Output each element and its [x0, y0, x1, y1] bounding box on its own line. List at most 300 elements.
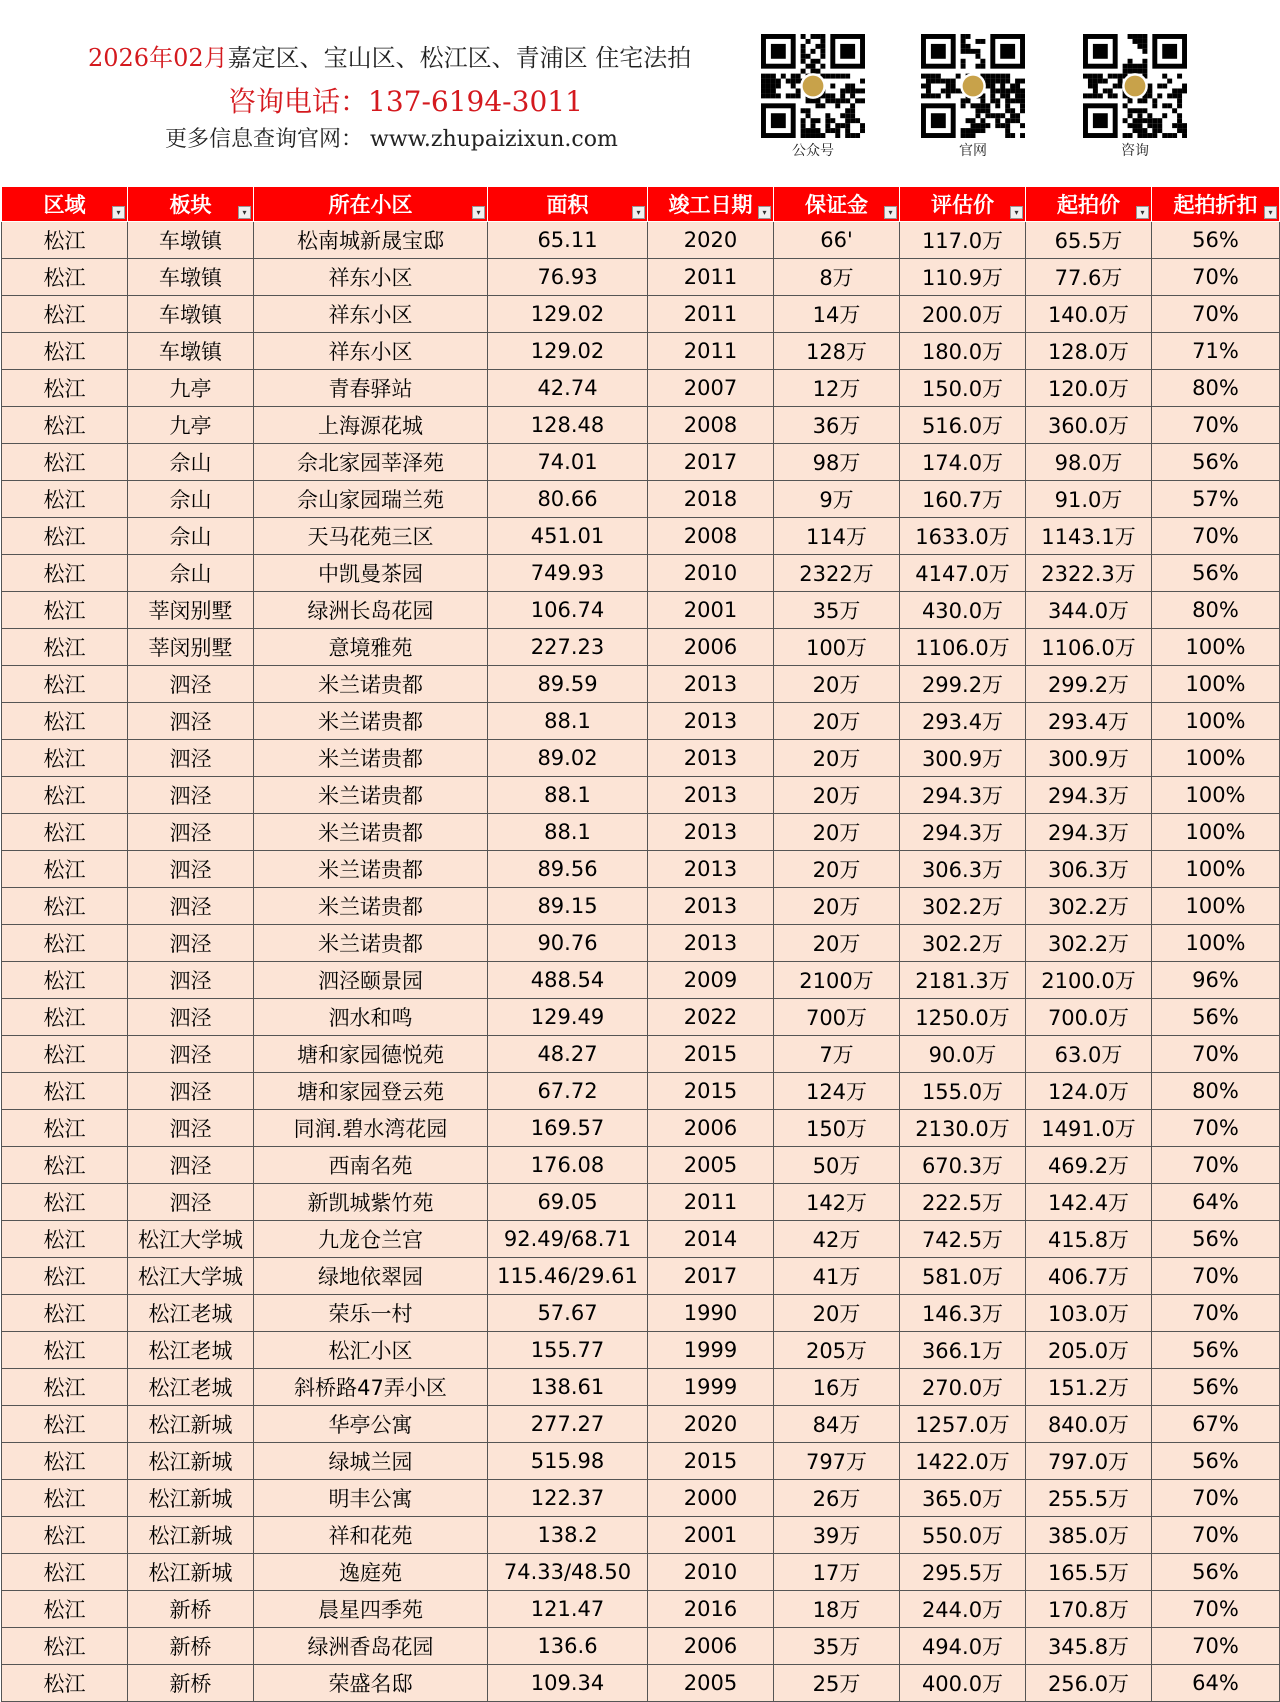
table-cell: 16万 [774, 1369, 900, 1406]
table-cell: 56% [1152, 1369, 1280, 1406]
table-cell: 绿城兰园 [254, 1443, 488, 1480]
table-cell: 106.74 [488, 592, 648, 629]
table-cell: 100% [1152, 666, 1280, 703]
table-cell: 39万 [774, 1517, 900, 1554]
table-cell: 749.93 [488, 555, 648, 592]
table-row [2, 592, 1280, 629]
table-cell: 松江 [2, 851, 128, 888]
table-cell: 1143.1万 [1026, 518, 1152, 555]
table-cell: 56% [1152, 1554, 1280, 1591]
table-header-row [2, 187, 1280, 222]
table-row [2, 1517, 1280, 1554]
table-cell: 松江 [2, 1480, 128, 1517]
table-cell: 2015 [648, 1036, 774, 1073]
table-cell: 祥东小区 [254, 333, 488, 370]
column-header [128, 187, 254, 222]
table-cell: 1999 [648, 1369, 774, 1406]
table-row [2, 222, 1280, 259]
table-cell: 430.0万 [900, 592, 1026, 629]
table-cell: 270.0万 [900, 1369, 1026, 1406]
table-cell: 129.02 [488, 296, 648, 333]
table-cell: 277.27 [488, 1406, 648, 1443]
table-cell: 松江 [2, 1591, 128, 1628]
table-cell: 松江大学城 [128, 1221, 254, 1258]
table-cell: 98万 [774, 444, 900, 481]
table-cell: 42.74 [488, 370, 648, 407]
table-cell: 同润.碧水湾花园 [254, 1110, 488, 1147]
table-row [2, 851, 1280, 888]
table-row [2, 1221, 1280, 1258]
table-cell: 57.67 [488, 1295, 648, 1332]
table-cell: 136.6 [488, 1628, 648, 1665]
table-cell: 88.1 [488, 777, 648, 814]
table-cell: 344.0万 [1026, 592, 1152, 629]
table-cell: 2020 [648, 222, 774, 259]
table-cell: 57% [1152, 481, 1280, 518]
table-cell: 124.0万 [1026, 1073, 1152, 1110]
table-cell: 700万 [774, 999, 900, 1036]
table-cell: 89.15 [488, 888, 648, 925]
table-row [2, 999, 1280, 1036]
table-cell: 18万 [774, 1591, 900, 1628]
table-cell: 140.0万 [1026, 296, 1152, 333]
table-cell: 2100.0万 [1026, 962, 1152, 999]
table-cell: 2001 [648, 1517, 774, 1554]
table-cell: 泗泾 [128, 888, 254, 925]
table-row [2, 1332, 1280, 1369]
table-cell: 2020 [648, 1406, 774, 1443]
column-header [254, 187, 488, 222]
table-cell: 306.3万 [1026, 851, 1152, 888]
table-cell: 70% [1152, 518, 1280, 555]
table-cell: 494.0万 [900, 1628, 1026, 1665]
column-header [900, 187, 1026, 222]
table-cell: 294.3万 [1026, 814, 1152, 851]
filter-dropdown-icon[interactable]: ▾ [884, 206, 897, 219]
table-cell: 56% [1152, 1221, 1280, 1258]
table-cell: 71% [1152, 333, 1280, 370]
table-cell: 2013 [648, 888, 774, 925]
table-cell: 115.46/29.61 [488, 1258, 648, 1295]
table-cell: 松江老城 [128, 1295, 254, 1332]
table-cell: 451.01 [488, 518, 648, 555]
table-row [2, 1628, 1280, 1665]
table-cell: 佘山 [128, 481, 254, 518]
table-cell: 绿地依翠园 [254, 1258, 488, 1295]
table-cell: 2005 [648, 1665, 774, 1702]
table-cell: 121.47 [488, 1591, 648, 1628]
table-cell: 松江 [2, 925, 128, 962]
table-cell: 松江 [2, 1369, 128, 1406]
table-cell: 松江 [2, 962, 128, 999]
table-cell: 新凯城紫竹苑 [254, 1184, 488, 1221]
table-cell: 2011 [648, 296, 774, 333]
table-cell: 新桥 [128, 1628, 254, 1665]
table-cell: 700.0万 [1026, 999, 1152, 1036]
table-cell: 松江 [2, 1110, 128, 1147]
table-row [2, 1295, 1280, 1332]
table-cell: 56% [1152, 999, 1280, 1036]
qr-code-icon [1083, 34, 1187, 138]
table-cell: 14万 [774, 296, 900, 333]
table-cell: 138.2 [488, 1517, 648, 1554]
table-cell: 70% [1152, 259, 1280, 296]
table-cell: 2013 [648, 703, 774, 740]
table-row [2, 1369, 1280, 1406]
table-cell: 莘闵别墅 [128, 592, 254, 629]
table-cell: 2008 [648, 407, 774, 444]
table-cell: 169.57 [488, 1110, 648, 1147]
table-cell: 150万 [774, 1110, 900, 1147]
table-cell: 74.01 [488, 444, 648, 481]
table-cell: 67% [1152, 1406, 1280, 1443]
column-header [1026, 187, 1152, 222]
table-cell: 70% [1152, 1480, 1280, 1517]
table-cell: 2018 [648, 481, 774, 518]
table-cell: 256.0万 [1026, 1665, 1152, 1702]
table-cell: 117.0万 [900, 222, 1026, 259]
table-cell: 90.0万 [900, 1036, 1026, 1073]
filter-dropdown-icon[interactable]: ▾ [758, 206, 771, 219]
table-cell: 2130.0万 [900, 1110, 1026, 1147]
table-cell: 2010 [648, 555, 774, 592]
column-header-label: 区域 [43, 193, 86, 217]
table-cell: 294.3万 [1026, 777, 1152, 814]
table-cell: 20万 [774, 888, 900, 925]
table-cell: 米兰诺贵都 [254, 851, 488, 888]
table-cell: 56% [1152, 444, 1280, 481]
table-cell: 新桥 [128, 1665, 254, 1702]
table-cell: 2322.3万 [1026, 555, 1152, 592]
filter-dropdown-icon[interactable]: ▾ [1136, 206, 1149, 219]
table-cell: 48.27 [488, 1036, 648, 1073]
table-cell: 65.11 [488, 222, 648, 259]
table-cell: 70% [1152, 1036, 1280, 1073]
consult-phone: 咨询电话：137-6194-3011 [228, 85, 583, 118]
table-cell: 74.33/48.50 [488, 1554, 648, 1591]
table-cell: 松江 [2, 629, 128, 666]
table-cell: 泗泾 [128, 1110, 254, 1147]
table-cell: 绿洲长岛花园 [254, 592, 488, 629]
table-cell: 302.2万 [900, 925, 1026, 962]
table-cell: 佘山 [128, 444, 254, 481]
filter-dropdown-icon[interactable]: ▾ [632, 206, 645, 219]
table-cell: 69.05 [488, 1184, 648, 1221]
table-cell: 松江新城 [128, 1480, 254, 1517]
table-cell: 89.59 [488, 666, 648, 703]
table-cell: 塘和家园登云苑 [254, 1073, 488, 1110]
qr-consult[interactable] [1080, 34, 1190, 160]
column-header [488, 187, 648, 222]
table-cell: 205.0万 [1026, 1332, 1152, 1369]
table-cell: 295.5万 [900, 1554, 1026, 1591]
auction-table [1, 186, 1280, 1702]
table-cell: 2005 [648, 1147, 774, 1184]
table-cell: 91.0万 [1026, 481, 1152, 518]
table-cell: 56% [1152, 1332, 1280, 1369]
table-cell: 2007 [648, 370, 774, 407]
table-cell: 泗泾 [128, 814, 254, 851]
table-row [2, 1147, 1280, 1184]
table-cell: 松江 [2, 518, 128, 555]
table-cell: 逸庭苑 [254, 1554, 488, 1591]
table-cell: 89.56 [488, 851, 648, 888]
table-cell: 100% [1152, 814, 1280, 851]
table-cell: 70% [1152, 1258, 1280, 1295]
table-cell: 松江 [2, 666, 128, 703]
table-cell: 41万 [774, 1258, 900, 1295]
table-cell: 2014 [648, 1221, 774, 1258]
table-cell: 松江 [2, 481, 128, 518]
table-cell: 306.3万 [900, 851, 1026, 888]
table-cell: 70% [1152, 1591, 1280, 1628]
table-cell: 302.2万 [1026, 925, 1152, 962]
column-header-label: 面积 [546, 193, 589, 217]
table-cell: 斜桥路47弄小区 [254, 1369, 488, 1406]
filter-dropdown-icon[interactable]: ▾ [112, 206, 125, 219]
column-header-label: 评估价 [931, 193, 994, 217]
table-row [2, 1110, 1280, 1147]
table-cell: 2000 [648, 1480, 774, 1517]
table-cell: 2017 [648, 444, 774, 481]
table-row [2, 407, 1280, 444]
table-row [2, 1665, 1280, 1702]
table-cell: 松江老城 [128, 1332, 254, 1369]
table-cell: 42万 [774, 1221, 900, 1258]
table-cell: 366.1万 [900, 1332, 1026, 1369]
table-cell: 佘山 [128, 555, 254, 592]
table-cell: 泗泾 [128, 703, 254, 740]
table-cell: 797.0万 [1026, 1443, 1152, 1480]
table-cell: 泗泾 [128, 1184, 254, 1221]
table-cell: 泗泾 [128, 962, 254, 999]
table-cell: 米兰诺贵都 [254, 814, 488, 851]
table-row [2, 1184, 1280, 1221]
table-cell: 2016 [648, 1591, 774, 1628]
table-cell: 293.4万 [900, 703, 1026, 740]
table-cell: 松江 [2, 1332, 128, 1369]
table-cell: 150.0万 [900, 370, 1026, 407]
table-cell: 200.0万 [900, 296, 1026, 333]
table-cell: 299.2万 [900, 666, 1026, 703]
table-cell: 124万 [774, 1073, 900, 1110]
table-row [2, 1554, 1280, 1591]
table-cell: 76.93 [488, 259, 648, 296]
table-cell: 莘闵别墅 [128, 629, 254, 666]
table-cell: 205万 [774, 1332, 900, 1369]
table-cell: 松江 [2, 814, 128, 851]
table-cell: 2013 [648, 777, 774, 814]
table-cell: 70% [1152, 1110, 1280, 1147]
table-cell: 129.02 [488, 333, 648, 370]
table-cell: 松江 [2, 1295, 128, 1332]
filter-dropdown-icon[interactable]: ▾ [238, 206, 251, 219]
table-cell: 松江 [2, 407, 128, 444]
table-cell: 米兰诺贵都 [254, 777, 488, 814]
table-cell: 138.61 [488, 1369, 648, 1406]
table-cell: 佘北家园莘泽苑 [254, 444, 488, 481]
table-cell: 2001 [648, 592, 774, 629]
table-row [2, 925, 1280, 962]
table-cell: 泗泾 [128, 1073, 254, 1110]
table-cell: 泗泾 [128, 999, 254, 1036]
table-cell: 66' [774, 222, 900, 259]
column-header [2, 187, 128, 222]
table-cell: 2015 [648, 1073, 774, 1110]
table-cell: 176.08 [488, 1147, 648, 1184]
table-cell: 2006 [648, 629, 774, 666]
table-cell: 88.1 [488, 814, 648, 851]
table-cell: 松江老城 [128, 1369, 254, 1406]
table-cell: 4147.0万 [900, 555, 1026, 592]
table-cell: 100% [1152, 851, 1280, 888]
column-header [1152, 187, 1280, 222]
table-cell: 2181.3万 [900, 962, 1026, 999]
table-cell: 70% [1152, 1295, 1280, 1332]
table-row [2, 1036, 1280, 1073]
column-header-label: 起拍折扣 [1173, 193, 1258, 217]
table-cell: 20万 [774, 925, 900, 962]
table-cell: 670.3万 [900, 1147, 1026, 1184]
table-cell: 165.5万 [1026, 1554, 1152, 1591]
table-cell: 2013 [648, 851, 774, 888]
table-cell: 89.02 [488, 740, 648, 777]
table-body [2, 222, 1280, 1702]
table-cell: 新桥 [128, 1591, 254, 1628]
table-cell: 98.0万 [1026, 444, 1152, 481]
table-cell: 406.7万 [1026, 1258, 1152, 1295]
table-cell: 泗泾 [128, 740, 254, 777]
table-cell: 佘山家园瑞兰苑 [254, 481, 488, 518]
filter-dropdown-icon[interactable]: ▾ [1264, 206, 1277, 219]
table-cell: 泗水和鸣 [254, 999, 488, 1036]
table-cell: 米兰诺贵都 [254, 888, 488, 925]
table-cell: 2008 [648, 518, 774, 555]
table-cell: 松江 [2, 592, 128, 629]
title-date: 2026年02月 [88, 44, 228, 72]
table-cell: 360.0万 [1026, 407, 1152, 444]
table-cell: 西南名苑 [254, 1147, 488, 1184]
table-cell: 晨星四季苑 [254, 1591, 488, 1628]
table-cell: 70% [1152, 1517, 1280, 1554]
table-cell: 松江 [2, 999, 128, 1036]
table-cell: 63.0万 [1026, 1036, 1152, 1073]
table-cell: 中凯曼茶园 [254, 555, 488, 592]
table-cell: 515.98 [488, 1443, 648, 1480]
filter-dropdown-icon[interactable]: ▾ [1010, 206, 1023, 219]
table-cell: 车墩镇 [128, 296, 254, 333]
table-cell: 1106.0万 [1026, 629, 1152, 666]
table-cell: 2011 [648, 1184, 774, 1221]
table-row [2, 481, 1280, 518]
table-cell: 26万 [774, 1480, 900, 1517]
table-cell: 松汇小区 [254, 1332, 488, 1369]
table-row [2, 1258, 1280, 1295]
qr-website[interactable] [918, 34, 1028, 160]
table-cell: 36万 [774, 407, 900, 444]
table-cell: 泗泾 [128, 1147, 254, 1184]
table-cell: 109.34 [488, 1665, 648, 1702]
table-cell: 2013 [648, 814, 774, 851]
table-cell: 222.5万 [900, 1184, 1026, 1221]
table-cell: 56% [1152, 555, 1280, 592]
qr-label: 公众号 [792, 143, 834, 159]
table-cell: 车墩镇 [128, 222, 254, 259]
table-cell: 255.5万 [1026, 1480, 1152, 1517]
table-cell: 绿洲香岛花园 [254, 1628, 488, 1665]
table-cell: 8万 [774, 259, 900, 296]
qr-label: 咨询 [1121, 143, 1149, 159]
table-cell: 415.8万 [1026, 1221, 1152, 1258]
filter-dropdown-icon[interactable]: ▾ [472, 206, 485, 219]
table-cell: 2011 [648, 259, 774, 296]
table-row [2, 740, 1280, 777]
table-cell: 385.0万 [1026, 1517, 1152, 1554]
table-cell: 松江 [2, 1036, 128, 1073]
column-header-label: 起拍价 [1057, 193, 1120, 217]
table-cell: 米兰诺贵都 [254, 666, 488, 703]
table-cell: 1106.0万 [900, 629, 1026, 666]
table-cell: 米兰诺贵都 [254, 925, 488, 962]
table-cell: 2022 [648, 999, 774, 1036]
table-cell: 松江 [2, 222, 128, 259]
table-cell: 车墩镇 [128, 259, 254, 296]
table-cell: 80% [1152, 370, 1280, 407]
table-cell: 129.49 [488, 999, 648, 1036]
table-cell: 塘和家园德悦苑 [254, 1036, 488, 1073]
table-cell: 松江大学城 [128, 1258, 254, 1295]
table-cell: 80% [1152, 592, 1280, 629]
table-cell: 100% [1152, 925, 1280, 962]
table-cell: 2015 [648, 1443, 774, 1480]
column-header-label: 竣工日期 [668, 193, 753, 217]
table-row [2, 777, 1280, 814]
table-cell: 65.5万 [1026, 222, 1152, 259]
qr-official-account[interactable] [758, 34, 868, 160]
table-cell: 上海源花城 [254, 407, 488, 444]
table-cell: 300.9万 [900, 740, 1026, 777]
table-cell: 469.2万 [1026, 1147, 1152, 1184]
table-cell: 2013 [648, 925, 774, 962]
table-cell: 松江 [2, 888, 128, 925]
table-row [2, 888, 1280, 925]
table-row [2, 333, 1280, 370]
table-cell: 114万 [774, 518, 900, 555]
table-cell: 20万 [774, 814, 900, 851]
table-row [2, 666, 1280, 703]
table-cell: 70% [1152, 296, 1280, 333]
table-cell: 松江 [2, 555, 128, 592]
table-cell: 550.0万 [900, 1517, 1026, 1554]
table-cell: 155.77 [488, 1332, 648, 1369]
table-cell: 17万 [774, 1554, 900, 1591]
table-cell: 797万 [774, 1443, 900, 1480]
table-cell: 20万 [774, 851, 900, 888]
table-cell: 155.0万 [900, 1073, 1026, 1110]
table-row [2, 370, 1280, 407]
table-cell: 青春驿站 [254, 370, 488, 407]
qr-code-icon [761, 34, 865, 138]
table-cell: 1999 [648, 1332, 774, 1369]
table-cell: 20万 [774, 740, 900, 777]
table-cell: 103.0万 [1026, 1295, 1152, 1332]
table-cell: 1990 [648, 1295, 774, 1332]
table-cell: 松江 [2, 1628, 128, 1665]
table-row [2, 555, 1280, 592]
table-cell: 米兰诺贵都 [254, 740, 488, 777]
table-cell: 九龙仓兰宫 [254, 1221, 488, 1258]
table-row [2, 814, 1280, 851]
